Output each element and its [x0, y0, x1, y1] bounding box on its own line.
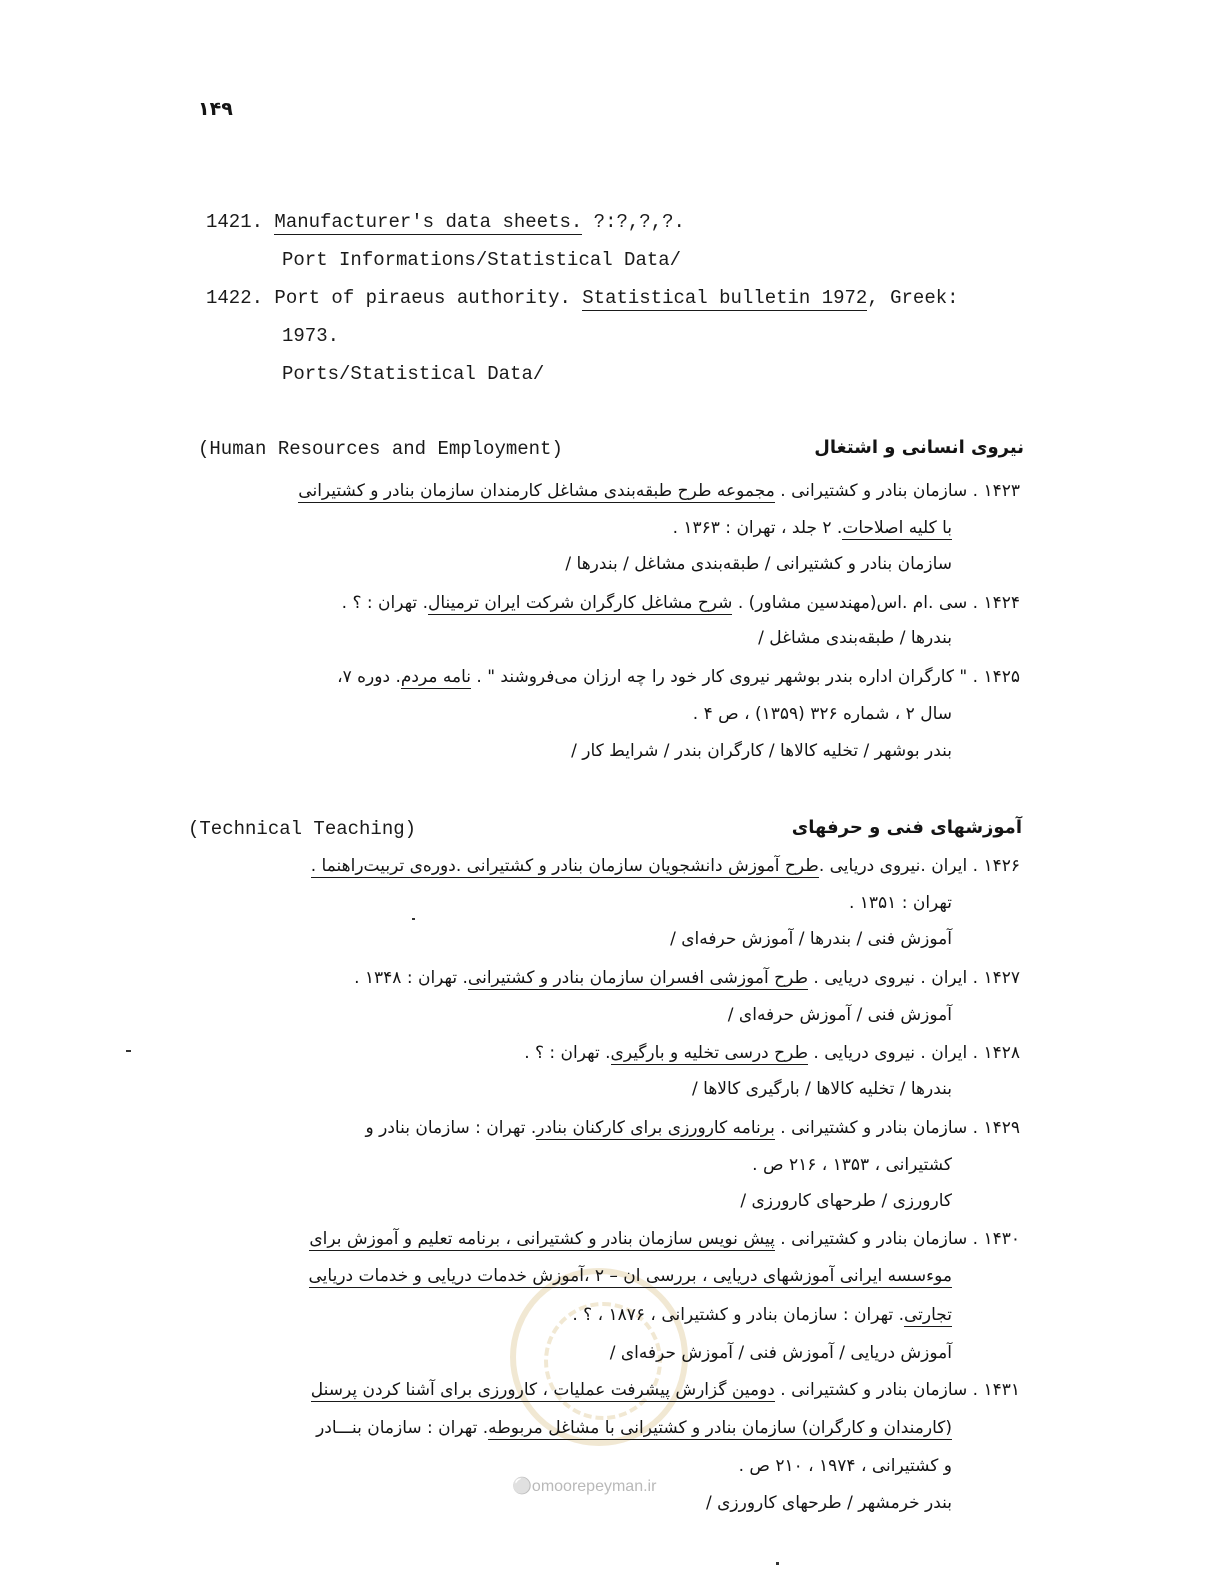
- entry-1431-line2: [316, 1418, 952, 1438]
- entry-title-cont: با کلیه اصلاحات: [842, 518, 952, 538]
- scan-speck: [126, 1050, 131, 1052]
- section-heading-persian: نیروی انسانی و اشتغال: [814, 437, 1024, 458]
- entry-1427: [354, 968, 1020, 988]
- watermark-label: omoorepeyman.ir: [531, 1478, 657, 1495]
- entry-1424: [342, 593, 1020, 613]
- entry-1423-subjects: سازمان بنادر و کشتیرانی / طبقه‌بندی مشاغل / بندرها /: [565, 554, 952, 574]
- globe-icon: ⚪: [512, 1478, 532, 1495]
- entry-imprint: . تهران : ؟ .: [524, 1043, 611, 1063]
- entry-1426-subjects: آموزش فنی / بندرها / آموزش حرفه‌ای /: [670, 929, 952, 949]
- entry-1429: [366, 1118, 1021, 1138]
- entry-imprint: . تهران : سازمان بنادر و کشتیرانی ، ۱۸۷۶ ، ؟ .: [572, 1305, 904, 1325]
- entry-1429-subjects: کارورزی / طرحهای کارورزی /: [740, 1191, 952, 1211]
- entry-title: برنامه کارورزی برای کارکنان بنادر: [536, 1118, 775, 1138]
- section-heading-english: (Technical Teaching): [188, 818, 417, 840]
- entry-number: 1421.: [206, 211, 264, 233]
- entry-author: سازمان بنادر و کشتیرانی .: [774, 1380, 968, 1400]
- entry-imprint: . تهران : ؟ .: [341, 593, 428, 613]
- entry-title-cont: تجارتی: [904, 1305, 952, 1325]
- entry-1423-line2: [673, 518, 952, 538]
- entry-author: Port of piraeus authority.: [274, 287, 583, 309]
- entry-1430-line2: [309, 1266, 952, 1286]
- entry-1430-subjects: آموزش دریایی / آموزش فنی / آموزش حرفه‌ای /: [609, 1343, 952, 1363]
- entry-title: دومین گزارش پیشرفت عملیات ، کارورزی برای آشنا کردن پرسنل: [310, 1380, 775, 1400]
- entry-number: ۱۴۳۱ .: [972, 1380, 1020, 1400]
- entry-number: ۱۴۲۳ .: [972, 481, 1020, 501]
- entry-author: سی .ام .اس(مهندسین مشاور) .: [732, 593, 968, 613]
- entry-1425-subjects: بندر بوشهر / تخلیه کالاها / کارگران بندر / شرایط کار /: [571, 741, 952, 761]
- entry-title: طرح آموزش دانشجویان سازمان بنادر و کشتیرانی .دوره‌ی تربیت‌راهنما .: [310, 856, 819, 876]
- entry-number: 1422.: [206, 287, 264, 309]
- entry-1428-subjects: بندرها / تخلیه کالاها / بارگیری کالاها /: [692, 1079, 952, 1099]
- entry-1426: [311, 856, 1020, 876]
- entry-1430-line3: [572, 1305, 952, 1325]
- entry-author: ایران . نیروی دریایی .: [808, 968, 968, 988]
- entry-1431-line3: و کشتیرانی ، ۱۹۷۴ ، ۲۱۰ ص .: [738, 1456, 952, 1476]
- entry-1427-subjects: آموزش فنی / آموزش حرفه‌ای /: [727, 1005, 952, 1025]
- entry-number: ۱۴۲۶ .: [972, 856, 1020, 876]
- entry-author: سازمان بنادر و کشتیرانی .: [774, 481, 968, 501]
- entry-author: ایران .نیروی دریایی .: [818, 856, 968, 876]
- entry-author: ایران . نیروی دریایی .: [808, 1043, 968, 1063]
- entry-number: ۱۴۲۹ .: [972, 1118, 1020, 1138]
- entry-imprint: , Greek:: [867, 287, 959, 309]
- entry-1422: [206, 287, 959, 309]
- entry-1426-line2: تهران : ۱۳۵۱ .: [848, 893, 952, 913]
- entry-title: طرح آموزشی افسران سازمان بنادر و کشتیرانی: [467, 968, 809, 988]
- entry-author: سازمان بنادر و کشتیرانی .: [774, 1118, 968, 1138]
- entry-imprint: . تهران : سازمان بنادر و: [365, 1118, 537, 1138]
- section-heading-persian: آموزشهای فنی و حرفهای: [791, 817, 1022, 838]
- entry-number: ۱۴۲۴ .: [972, 593, 1020, 613]
- entry-title-cont: موءسسه ایرانی آموزشهای دریایی ، بررسی ان – ۲ ،آموزش خدمات دریایی و خدمات دریایی: [308, 1266, 952, 1286]
- entry-number: ۱۴۲۷ .: [972, 968, 1020, 988]
- entry-title: Statistical bulletin 1972: [582, 287, 868, 309]
- entry-title: شرح مشاغل کارگران شرکت ایران ترمینال: [427, 593, 733, 613]
- watermark-text: [512, 1476, 656, 1496]
- entry-1421-subjects: Port Informations/Statistical Data/: [282, 249, 682, 271]
- entry-title: Manufacturer's data sheets.: [274, 211, 583, 233]
- entry-number: ۱۴۲۸ .: [972, 1043, 1020, 1063]
- entry-title: مجموعه طرح طبقه‌بندی مشاغل کارمندان سازمان بنادر و کشتیرانی: [298, 481, 775, 501]
- page-number: ۱۴۹: [198, 98, 233, 120]
- entry-imprint: ?:?,?,?.: [582, 211, 685, 233]
- entry-title-cont: (کارمندان و کارگران) سازمان بنادر و کشتیرانی با مشاغل مربوطه: [488, 1418, 952, 1438]
- scan-speck: [412, 918, 415, 920]
- entry-1429-line2: کشتیرانی ، ۱۳۵۳ ، ۲۱۶ ص .: [752, 1155, 952, 1175]
- entry-imprint: . دوره ۷،: [337, 667, 401, 687]
- entry-1428: [524, 1043, 1020, 1063]
- entry-1430: [309, 1229, 1020, 1249]
- entry-author: سازمان بنادر و کشتیرانی .: [774, 1229, 968, 1249]
- entry-1424-subjects: بندرها / طبقه‌بندی مشاغل /: [758, 628, 952, 648]
- entry-1431: [311, 1380, 1020, 1400]
- entry-imprint: . تهران : سازمان بنـــادر: [316, 1418, 489, 1438]
- section-heading-english: (Human Resources and Employment): [198, 438, 563, 460]
- entry-1421: [206, 211, 685, 233]
- scan-speck: [776, 1562, 779, 1565]
- entry-1431-subjects: بندر خرمشهر / طرحهای کارورزی /: [705, 1493, 952, 1513]
- entry-1423: [298, 481, 1020, 501]
- entry-imprint: . تهران : ۱۳۴۸ .: [354, 968, 468, 988]
- entry-1422-subjects: Ports/Statistical Data/: [282, 363, 545, 385]
- entry-author: " کارگران اداره بندر بوشهر نیروی کار خود را چه ارزان می‌فروشند " .: [470, 667, 968, 687]
- entry-1425-line2: سال ۲ ، شماره ۳۲۶ (۱۳۵۹) ، ص ۴ .: [692, 704, 952, 724]
- entry-number: ۱۴۲۵ .: [972, 667, 1020, 687]
- entry-title: طرح درسی تخلیه و بارگیری: [610, 1043, 809, 1063]
- entry-1422-cont: 1973.: [282, 325, 340, 347]
- entry-number: ۱۴۳۰ .: [972, 1229, 1020, 1249]
- entry-1425: [337, 667, 1020, 687]
- entry-imprint: . ۲ جلد ، تهران : ۱۳۶۳ .: [672, 518, 843, 538]
- entry-title: نامه مردم: [400, 667, 471, 687]
- entry-title: پیش نویس سازمان بنادر و کشتیرانی ، برنامه تعلیم و آموزش برای: [309, 1229, 775, 1249]
